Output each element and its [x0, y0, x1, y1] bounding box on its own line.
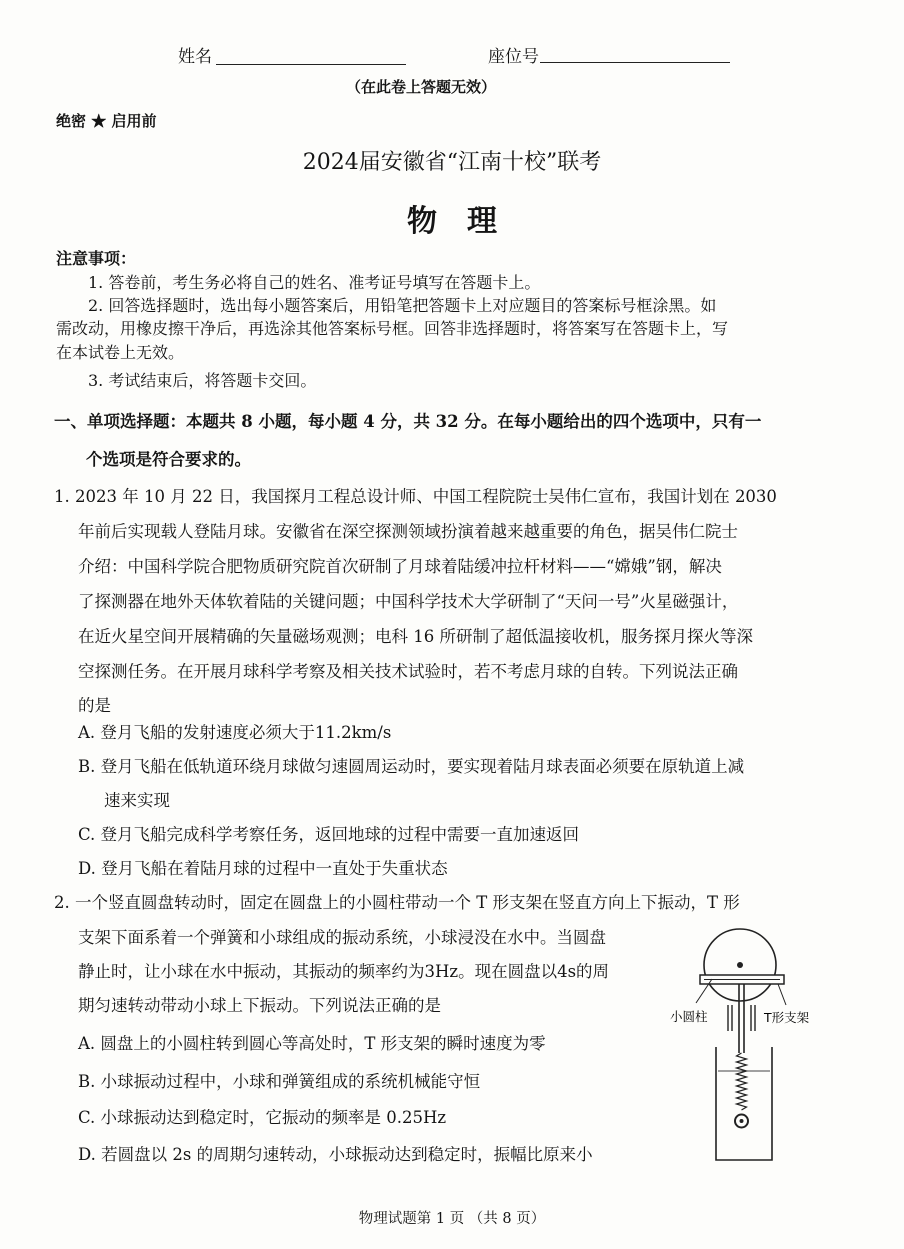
- q1-line-6: 空探测任务。在开展月球科学考察及相关技术试验时，若不考虑月球的自转。下列说法正确: [78, 662, 738, 681]
- instruction-2-line-1: 2. 回答选择题时，选出每小题答案后，用铅笔把答题卡上对应题目的答案标号框涂黑。如: [88, 296, 717, 315]
- secret-mark: 绝密 ★ 启用前: [56, 112, 157, 130]
- q1-option-b-line-1: B. 登月飞船在低轨道环绕月球做匀速圆周运动时，要实现着陆月球表面必须要在原轨道上减: [78, 757, 745, 776]
- section-heading-line-1: 一、单项选择题：本题共 8 小题，每小题 4 分，共 32 分。在每小题给出的四个选项中，只有一: [54, 412, 762, 431]
- page-footer: 物理试题第 1 页 （共 8 页）: [358, 1211, 546, 1227]
- instruction-2-line-3: 在本试卷上无效。: [56, 343, 185, 362]
- label-t-frame: T形支架: [764, 1010, 810, 1025]
- invalid-notice: （在此卷上答题无效）: [346, 78, 497, 96]
- section-heading-line-2: 个选项是符合要求的。: [86, 450, 251, 469]
- q2-option-c: C. 小球振动达到稳定时，它振动的频率是 0.25Hz: [78, 1108, 447, 1127]
- q1-line-1: 1. 2023 年 10 月 22 日，我国探月工程总设计师、中国工程院院士吴伟仁宣布，我国计划在 2030: [54, 487, 777, 506]
- instruction-2-line-2: 需改动，用橡皮擦干净后，再选涂其他答案标号框。回答非选择题时，将答案写在答题卡上，写: [56, 319, 729, 338]
- instruction-1: 1. 答卷前，考生务必将自己的姓名、准考证号填写在答题卡上。: [88, 273, 541, 292]
- q1-option-c: C. 登月飞船完成科学考察任务，返回地球的过程中需要一直加速返回: [78, 825, 580, 844]
- q2-option-d: D. 若圆盘以 2s 的周期匀速转动，小球振动达到稳定时，振幅比原来小: [78, 1145, 593, 1164]
- q2-option-a: A. 圆盘上的小圆柱转到圆心等高处时，T 形支架的瞬时速度为零: [78, 1034, 546, 1053]
- spring: [737, 1053, 747, 1110]
- name-label: 姓名: [178, 47, 212, 67]
- exam-title: 2024届安徽省“江南十校”联考: [302, 150, 602, 175]
- q2-apparatus-figure: [660, 925, 835, 1175]
- seat-label: 座位号: [488, 47, 539, 67]
- seat-field[interactable]: [540, 62, 730, 63]
- q2-option-b: B. 小球振动过程中，小球和弹簧组成的系统机械能守恒: [78, 1072, 481, 1091]
- label-small-cylinder: 小圆柱: [670, 1009, 708, 1024]
- q1-option-a: A. 登月飞船的发射速度必须大于11.2km/s: [78, 723, 392, 742]
- q1-line-4: 了探测器在地外天体软着陆的关键问题；中国科学技术大学研制了“天问一号”火星磁强计，: [78, 592, 739, 611]
- q1-line-3: 介绍：中国科学院合肥物质研究院首次研制了月球着陆缓冲拉杆材料——“嫦娥”钢，解决: [78, 557, 722, 576]
- disc-center: [737, 962, 743, 968]
- q1-option-d: D. 登月飞船在着陆月球的过程中一直处于失重状态: [78, 859, 448, 878]
- q2-line-1: 2. 一个竖直圆盘转动时，固定在圆盘上的小圆柱带动一个 T 形支架在竖直方向上下振动，T 形: [54, 893, 740, 912]
- instruction-3: 3. 考试结束后，将答题卡交回。: [88, 371, 317, 390]
- q1-line-7: 的是: [78, 696, 111, 715]
- instructions-heading: 注意事项：: [56, 249, 137, 268]
- q1-option-b-line-2: 速来实现: [104, 791, 170, 810]
- q2-line-2: 支架下面系着一个弹簧和小球组成的振动系统，小球浸没在水中。当圆盘: [78, 928, 606, 947]
- q1-line-5: 在近火星空间开展精确的矢量磁场观测；电科 16 所研制了超低温接收机，服务探月探火等深: [78, 627, 753, 646]
- q2-line-4: 期匀速转动带动小球上下振动。下列说法正确的是: [78, 996, 441, 1015]
- q1-line-2: 年前后实现载人登陆月球。安徽省在深空探测领域扮演着越来越重要的角色，据吴伟仁院士: [78, 522, 738, 541]
- name-field[interactable]: [216, 64, 406, 65]
- q2-line-3: 静止时，让小球在水中振动，其振动的频率约为3Hz。现在圆盘以4s的周: [78, 962, 610, 981]
- subject-title: 物理: [407, 204, 527, 239]
